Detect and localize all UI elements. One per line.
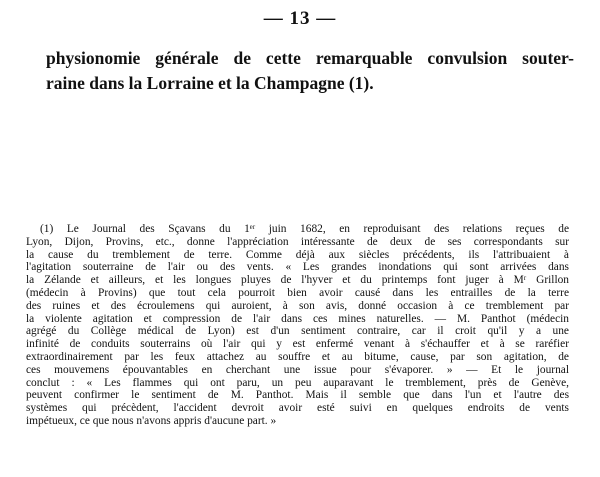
body-line: raine dans la Lorraine et la Champagne (1). [46,73,374,93]
footnote-line: la cause du tremblement de terre. Comme déjà aux siècles précédents, ils l'attribuaient à [26,248,569,261]
footnote-line: peuvent confirmer le sentiment de M. Panthot. Mais il semble que dans l'un et l'autre des [26,389,569,402]
body-paragraph [46,46,574,96]
footnote-line: l'agitation souterraine de l'air ou des vents. « Les grandes inondations qui sont arrivées dans [26,261,569,274]
footnote-line: la Zélande et ailleurs, et les longues pluyes de l'hyver et du printemps font juger à Mʳ Grillon [26,274,569,287]
footnote-line: systèmes qui précèdent, l'accident devroit avoir esté suivi en quelques endroits de vents [26,402,569,415]
footnote-line: ces mouvemens épouvantables en cherchant une issue pour s'évaporer. » — Et le journal [26,363,569,376]
footnote [26,223,569,428]
footnote-line: agrégé du Collège médical de Lyon) est d'un sentiment contraire, car il croit qu'il y a une [26,325,569,338]
footnote-line: la violente agitation et compression de l'air dans ces mines naturelles. — M. Panthot (médecin [26,312,569,325]
body-line: physionomie générale de cette remarquable convulsion souter- [46,48,574,68]
footnote-line: infinité de conduits souterrains où l'air qui y est enfermé venant à s'échauffer et à se raréfier [26,338,569,351]
footnote-line: des ruines et des écroulemens qui auroient, à son avis, donné occasion à ce tremblement par [26,299,569,312]
footnote-line: Lyon, Dijon, Provins, etc., donne l'appréciation intéressante de deux de ses correspondants sur [26,235,569,248]
footnote-line: conclut : « Les flammes qui ont paru, un peu auparavant le tremblement, près de Genève, [26,376,569,389]
footnote-line: extraordinairement par les feux attachez au souffre et au bitume, cause, par son agitation, de [26,350,569,363]
footnote-line: (1) Le Journal des Sçavans du 1ᵉʳ juin 1682, en reproduisant des relations reçues de [40,223,569,235]
footnote-line: impétueux, ce que nous n'avons appris d'aucune part. » [26,414,277,427]
page-number: — 13 — [263,8,337,29]
footnote-line: (médecin à Provins) que tout cela pourroit bien avoir causé dans les entrailles de la terre [26,286,569,299]
